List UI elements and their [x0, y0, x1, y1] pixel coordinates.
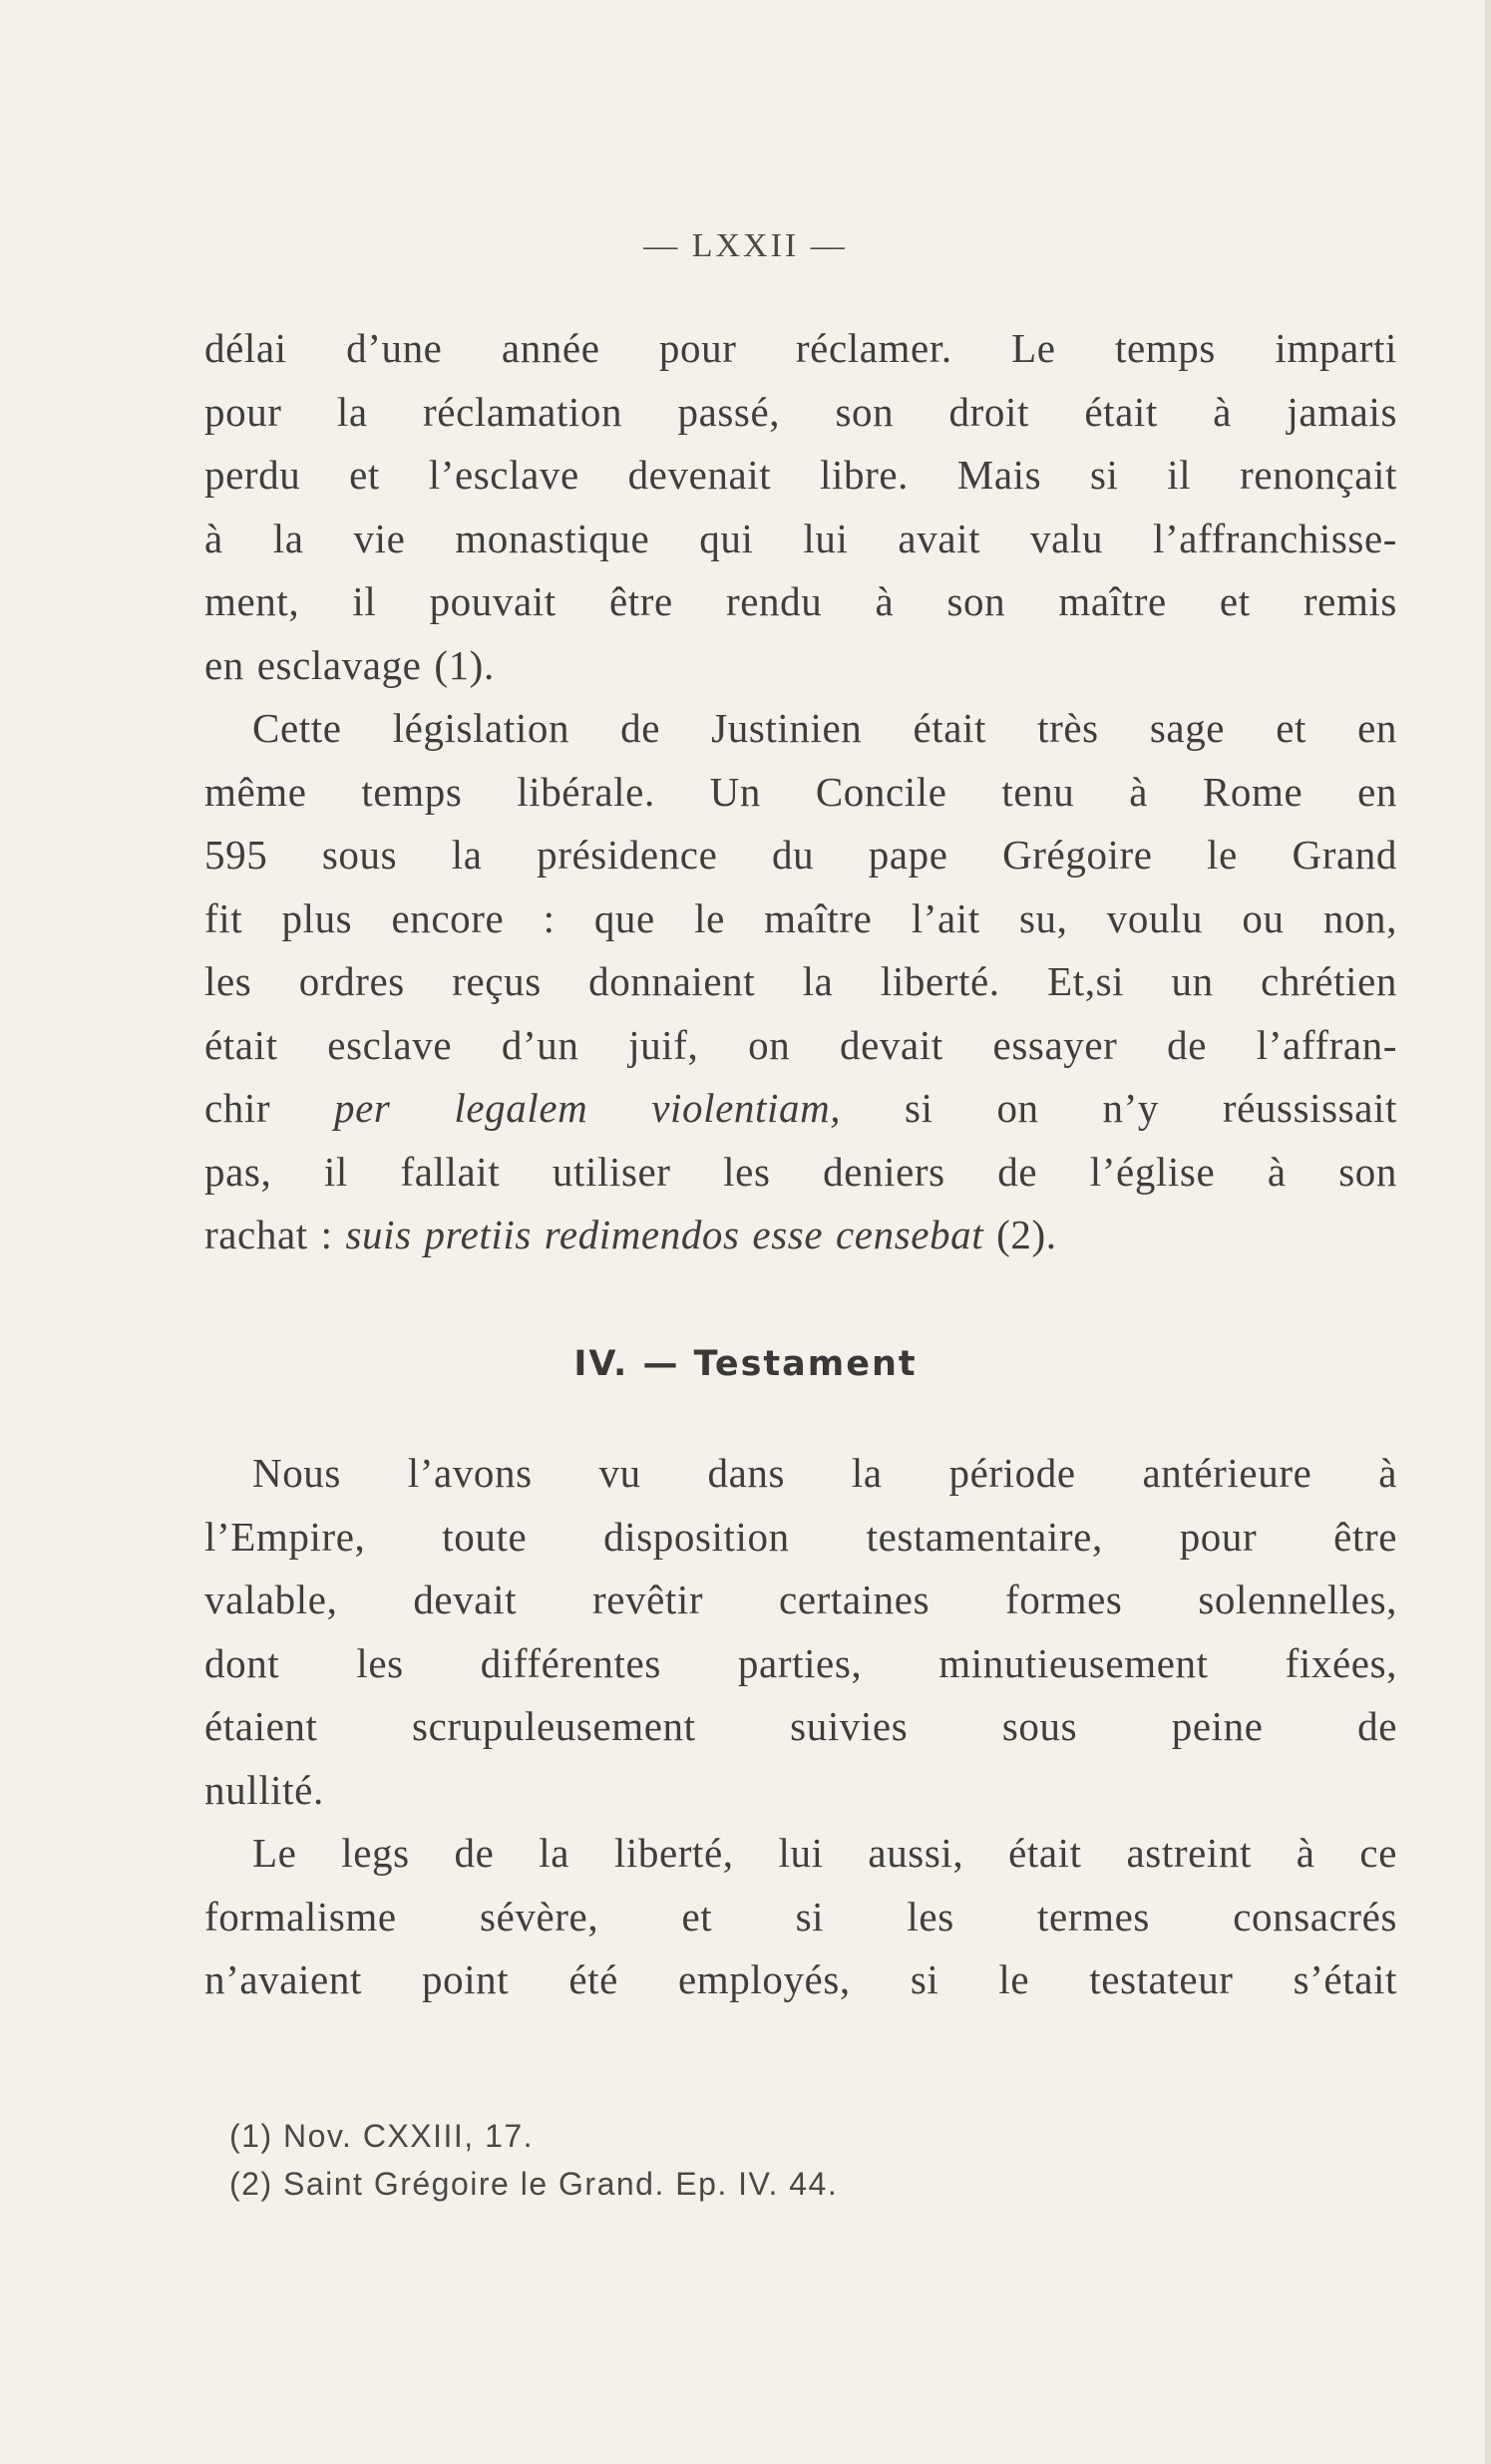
text-line: Nous l’avons vu dans la période antérieure à: [252, 1450, 1397, 1496]
text-line: même temps libérale. Un Concile tenu à Rome en: [204, 768, 1397, 815]
footnote: (2) Saint Grégoire le Grand. Ep. IV. 44.: [229, 2166, 839, 2202]
text-line: Cette législation de Justinien était très sage et en: [252, 705, 1397, 751]
text-line: les ordres reçus donnaient la liberté. Et,si un chrétien: [204, 958, 1397, 1004]
section-heading: IV. — Testament: [573, 1344, 918, 1384]
text-line: 595 sous la présidence du pape Grégoire le Grand: [204, 832, 1397, 878]
text-line: formalisme sévère, et si les termes consacrés: [204, 1893, 1397, 1939]
text-line-mixed: [204, 1204, 1397, 1267]
text-fragment: chir: [204, 1085, 335, 1131]
footnote-ref: (2).: [983, 1212, 1057, 1257]
text-fragment: si on n’y réussissait: [841, 1085, 1398, 1131]
body-text-top: [204, 317, 1397, 1267]
text-line: n’avaient point été employés, si le testateur s’était: [204, 1956, 1397, 2002]
latin-phrase: suis pretiis redimendos esse censebat: [345, 1212, 984, 1257]
text-line: dont les différentes parties, minutieusement fixées,: [204, 1639, 1397, 1686]
page-edge: [1485, 0, 1491, 2464]
body-text-bottom: [204, 1442, 1397, 2012]
text-line: ment, il pouvait être rendu à son maître et remis: [204, 578, 1397, 624]
text-line-mixed: [204, 1077, 1397, 1141]
text-line: Le legs de la liberté, lui aussi, était astreint à ce: [252, 1830, 1397, 1876]
text-line: perdu et l’esclave devenait libre. Mais si il renonçait: [204, 452, 1397, 498]
footnote: (1) Nov. CXXIII, 17.: [229, 2118, 535, 2154]
text-line: en esclavage (1).: [204, 641, 495, 688]
text-line: pas, il fallait utiliser les deniers de l’église à son: [204, 1148, 1397, 1195]
text-fragment: rachat :: [204, 1212, 346, 1257]
footnotes: [229, 2112, 838, 2208]
text-line: délai d’une année pour réclamer. Le temps imparti: [204, 325, 1397, 371]
page-number-header: — LXXII —: [643, 227, 848, 264]
text-line: à la vie monastique qui lui avait valu l’affranchisse-: [204, 515, 1397, 561]
text-line: fit plus encore : que le maître l’ait su, voulu ou non,: [204, 894, 1397, 941]
text-line: étaient scrupuleusement suivies sous peine de: [204, 1703, 1397, 1749]
text-line: valable, devait revêtir certaines formes solennelles,: [204, 1577, 1397, 1622]
text-line: était esclave d’un juif, on devait essayer de l’affran-: [204, 1021, 1397, 1068]
text-line: nullité.: [204, 1766, 324, 1813]
latin-phrase: per legalem violentiam,: [334, 1085, 842, 1131]
text-line: pour la réclamation passé, son droit était à jamais: [204, 388, 1397, 435]
text-line: l’Empire, toute disposition testamentaire, pour être: [204, 1513, 1397, 1560]
